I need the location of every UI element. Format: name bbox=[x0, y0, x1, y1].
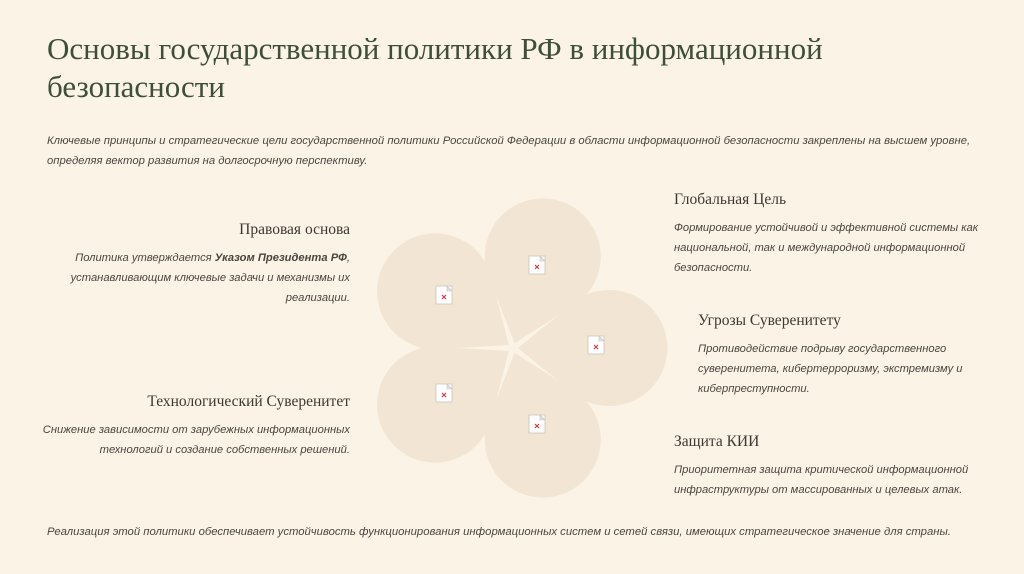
broken-image-icon bbox=[529, 415, 545, 433]
threats-heading: Угрозы Суверенитету bbox=[698, 312, 841, 329]
goal-heading: Глобальная Цель bbox=[674, 191, 787, 208]
tech-heading: Технологический Суверенитет bbox=[147, 393, 350, 410]
decree-emphasis: Указом Президента РФ bbox=[214, 252, 347, 264]
block-tech bbox=[40, 393, 350, 460]
footer-text: Реализация этой политики обеспечивает устойчивость функционирования информационных систем и сетей связи, имеющих стратегическое значение для страны. bbox=[47, 526, 951, 538]
legal-text: Политика утверждается Указом Президента РФ, устанавливающим ключевые задачи и механизмы их реализации. bbox=[70, 252, 350, 304]
broken-image-icon bbox=[436, 384, 452, 402]
cii-heading: Защита КИИ bbox=[674, 433, 760, 450]
block-goal bbox=[674, 191, 984, 278]
block-threats bbox=[698, 312, 988, 399]
broken-image-icon bbox=[588, 336, 604, 354]
block-cii bbox=[674, 433, 984, 500]
petal-diagram bbox=[360, 180, 690, 510]
goal-text: Формирование устойчивой и эффективной системы как национальной, так и международной информационной безопасности. bbox=[674, 222, 979, 274]
intro-text: Ключевые принципы и стратегические цели государственной политики Российской Федерации в области информационной безопасности закреплены на высшем уровне, определяя вектор развития на долгосрочную перспективу. bbox=[47, 135, 971, 167]
legal-heading: Правовая основа bbox=[239, 221, 350, 238]
cii-text: Приоритетная защита критической информационной инфраструктуры от массированных и целевых атак. bbox=[674, 464, 969, 496]
block-legal bbox=[40, 221, 350, 308]
page-title: Основы государственной политики РФ в информационной безопасности bbox=[47, 31, 823, 104]
broken-image-icon bbox=[436, 286, 452, 304]
threats-text: Противодействие подрыву государственного суверенитета, кибертерроризму, экстремизму и киберпреступности. bbox=[698, 343, 963, 395]
tech-text: Снижение зависимости от зарубежных информационных технологий и создание собственных решений. bbox=[42, 424, 350, 456]
broken-image-icon bbox=[529, 256, 545, 274]
